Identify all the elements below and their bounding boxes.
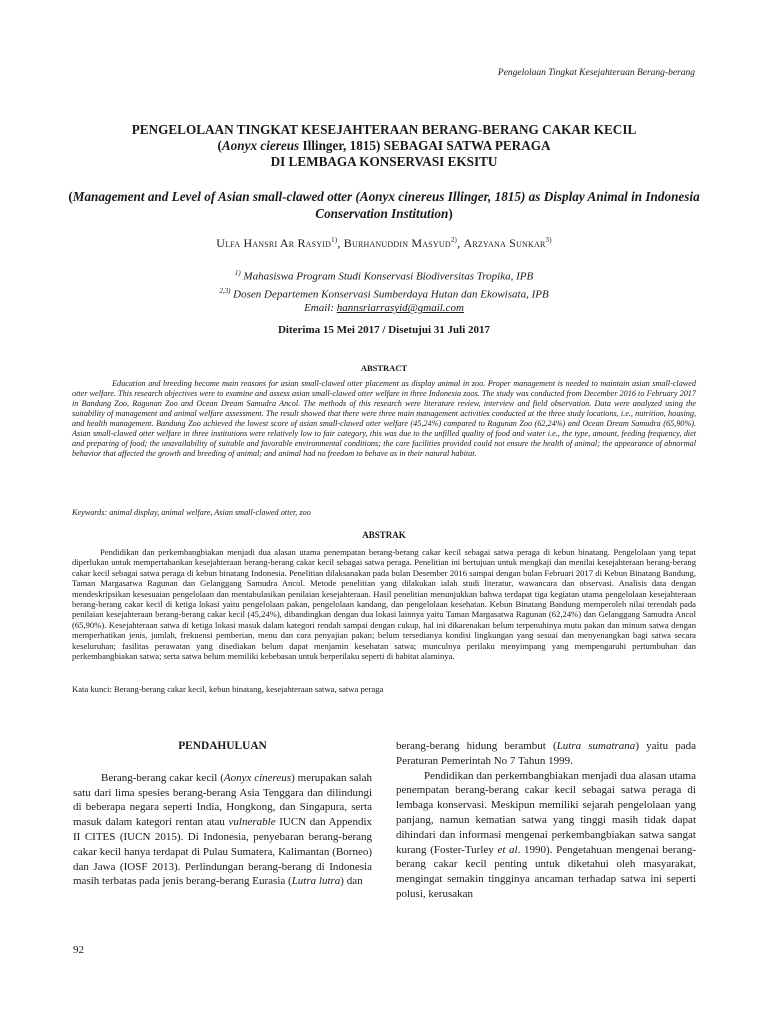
paragraph: Pendidikan dan perkembangbiakan menjadi dua alasan utama penempatan berang-berang cakar kecil sebagai satwa peraga di lembaga konservasi. Meskipun memiliki sejarah pengelolaan yang panjang, namun kematian satwa yang tinggi masih tidak dapat dihindari dan informasi mengenai perkembangbiakan satwa sangat kurang (Foster-Turley et al. 1990). Pengetahuan mengenai berang-berang cakar kecil penting untuk diketahui oleh masyarakat, mengingat semakin tingginya ancaman terhadap satwa ini seperti polusi, kerusakan (396, 769, 697, 900)
running-header: Pengelolaan Tingkat Kesejahteraan Berang-berang (497, 68, 695, 78)
email-link[interactable]: hannsriarrasyid@gmail.com (336, 302, 464, 315)
author-3: Arzyana Sunkar (463, 236, 546, 250)
paragraph: berang-berang hidung berambut (Lutra sumatrana) yaitu pada Peraturan Pemerintah No 7 Tahun 1999. (396, 740, 696, 767)
abstract-text: Education and breeding become main reasons for asian small-clawed otter placement as display animal in zoo. Proper management is needed to maintain asian small-clawed otter welfare. This research objectives were to examine and assess asian small-clawed otter welfare in three Indonesia zoos. The study was conducted from December 2016 to February 2017 in Bandung Zoo, Ragunan Zoo and Ocean Dream Samudra Ancol. The methods of this research were literature review, interview and field observation. Data were analyzed using the suitability of management and animal welfare assessment. The result showed that there were three main management activities conducted at the three study locations, i.e., nutrition, housing, and health management. Bandung Zoo achieved the lowest score of asian small-clawed otter welfare (45,24%) compared to Ragunan Zoo (62,24%) and Ocean Dream Samudra (65,90%). Asian small-clawed otter welfare in three institutions were relatively low to fair category, this was due to the unfilled quality of food and water i.e., the type, amount, feeding frequency, diet and preparing of food; the unavailability of suitable and favorable environmental conditions; the care facilities provided could not ensure the health of animal; the appearance of abnormal behavior that affected the growth and breeding of animal; and animal had no freedom to behave as in their natural habitat. (72, 379, 696, 458)
title-line-3: DI LEMBAGA KONSERVASI EKSITU (270, 154, 498, 169)
abstrak-heading: ABSTRAK (362, 530, 406, 540)
received-accepted-dates: Diterima 15 Mei 2017 / Disetujui 31 Juli 2017 (277, 324, 491, 336)
author-list: Ulfa Hansri Ar Rasyid$^{1)}$, Burhanuddin Masyud$^{2)}$, Arzyana Sunkar$^{3)}$ (216, 236, 552, 250)
author-2: Burhanuddin Masyud (343, 236, 451, 250)
page-number: 92 (73, 944, 84, 956)
keywords: Keywords: animal display, animal welfare, Asian small-clawed otter, zoo (72, 508, 311, 517)
affiliation-1: $^{1)}$ Mahasiswa Program Studi Konservasi Biodiversitas Tropika, IPB (234, 269, 534, 283)
body-column-left (73, 739, 372, 889)
kata-kunci: Kata kunci: Berang-berang cakar kecil, kebun binatang, kesejahteraan satwa, satwa peraga (72, 684, 384, 694)
section-heading-pendahuluan: PENDAHULUAN (178, 740, 267, 752)
author-1: Ulfa Hansri Ar Rasyid (216, 236, 332, 250)
abstrak-text: Pendidikan dan perkembangbiakan menjadi dua alasan utama penempatan berang-berang cakar kecil sebagai satwa peraga di kebun binatang. Pengelolaan yang tepat diperlukan untuk mempertahankan kesejahteraan berang-berang cakar kecil sebagai satwa peraga. Penelitian ini bertujuan untuk mengkaji dan menilai kesejahteraan berang-berang cakar kecil sebagai satwa peraga di kebun binatang Indonesia. Penelitian dilaksanakan pada bulan Desember 2016 sampai dengan bulan Februari 2017 di Kebun Binatang Bandung, Taman Margasatwa Ragunan dan Gelanggang Samudra Ancol. Metode penelitian yang dilakukan ialah studi literatur, wawancara dan observasi. Analisis data dengan mendeskripsikan kesesuaian pengelolaan dan mentabulasikan penilaian kesejahteraan. Hasil penelitian menunjukkan bahwa terdapat tiga kegiatan utama pengelolaan kesejahteraan berang-berang cakar kecil di ketiga lokasi yaitu pengelolaan pakan, pengelolaan kandang, dan pengelolaan kesehatan. Kebun Binatang Bandung memperoleh nilai terendah pada penilaian kesejahteraan berang-berang cakar kecil (45,24%), dibandingkan dengan dua lokasi lainnya yaitu Taman Margasatwa Ragunan (62,24%) dan Gelanggang Samudra Ancol (65,90%). Kesejahteraan satwa di ketiga lokasi masuk dalam kategori rendah sampai dengan cukup, hal ini dikarenakan belum terpenuhinya mutu pakan dan minum satwa dengan memperhatikan jenis, jumlah, frekuensi pemberian, menu dan cara penyajian pakan; belum tersedianya kondisi lingkungan yang sesuai dan menyenangkan bagi satwa secara keseluruhan; fasilitas perawatan yang disediakan belum dapat menjamin kesehatan satwa; munculnya perilaku menyimpang yang mempengaruhi pertumbuhan dan perkembangbiakan satwa; serta satwa belum memiliki kebebasan untuk berperilaku seperti di habitat alaminya. (72, 547, 696, 662)
paper-title (60, 122, 708, 170)
title-line-2: (Aonyx ciereus Illinger, 1815) SEBAGAI SATWA PERAGA (217, 138, 551, 153)
english-title: (Management and Level of Asian small-clawed otter (Aonyx cinereus Illinger, 1815) as Display Animal in Indonesia Conservation Institution) (68, 189, 700, 221)
title-line-1: PENGELOLAAN TINGKAT KESEJAHTERAAN BERANG-BERANG CAKAR KECIL (131, 122, 637, 137)
affiliation-2: $^{2,3)}$ Dosen Departemen Konservasi Sumberdaya Hutan dan Ekowisata, IPB (219, 286, 549, 301)
affiliations (60, 266, 708, 315)
title-species-name: Aonyx ciereus (221, 138, 300, 153)
email-line: Email: hannsriarrasyid@gmail.com (304, 302, 464, 315)
paragraph: Berang-berang cakar kecil (Aonyx cinereus) merupakan salah satu dari lima spesies berang-berang Asia Tenggara dan dilindungi di beberapa negara seperti India, Hongkong, dan Singapura, serta masuk dalam kategori rentan atau vulnerable IUCN dan Appendix II CITES (IUCN 2015). Di Indonesia, penyebaran berang-berang cakar kecil hanya terdapat di Pulau Sumatera, Kalimantan (Borneo) dan Jawa (IOSF 2013). Perlindungan berang-berang di Indonesia masih terbatas pada jenis berang-berang Eurasia (Lutra lutra) dan (73, 771, 372, 888)
body-column-right (396, 739, 696, 902)
abstract-heading: ABSTRACT (360, 363, 408, 373)
